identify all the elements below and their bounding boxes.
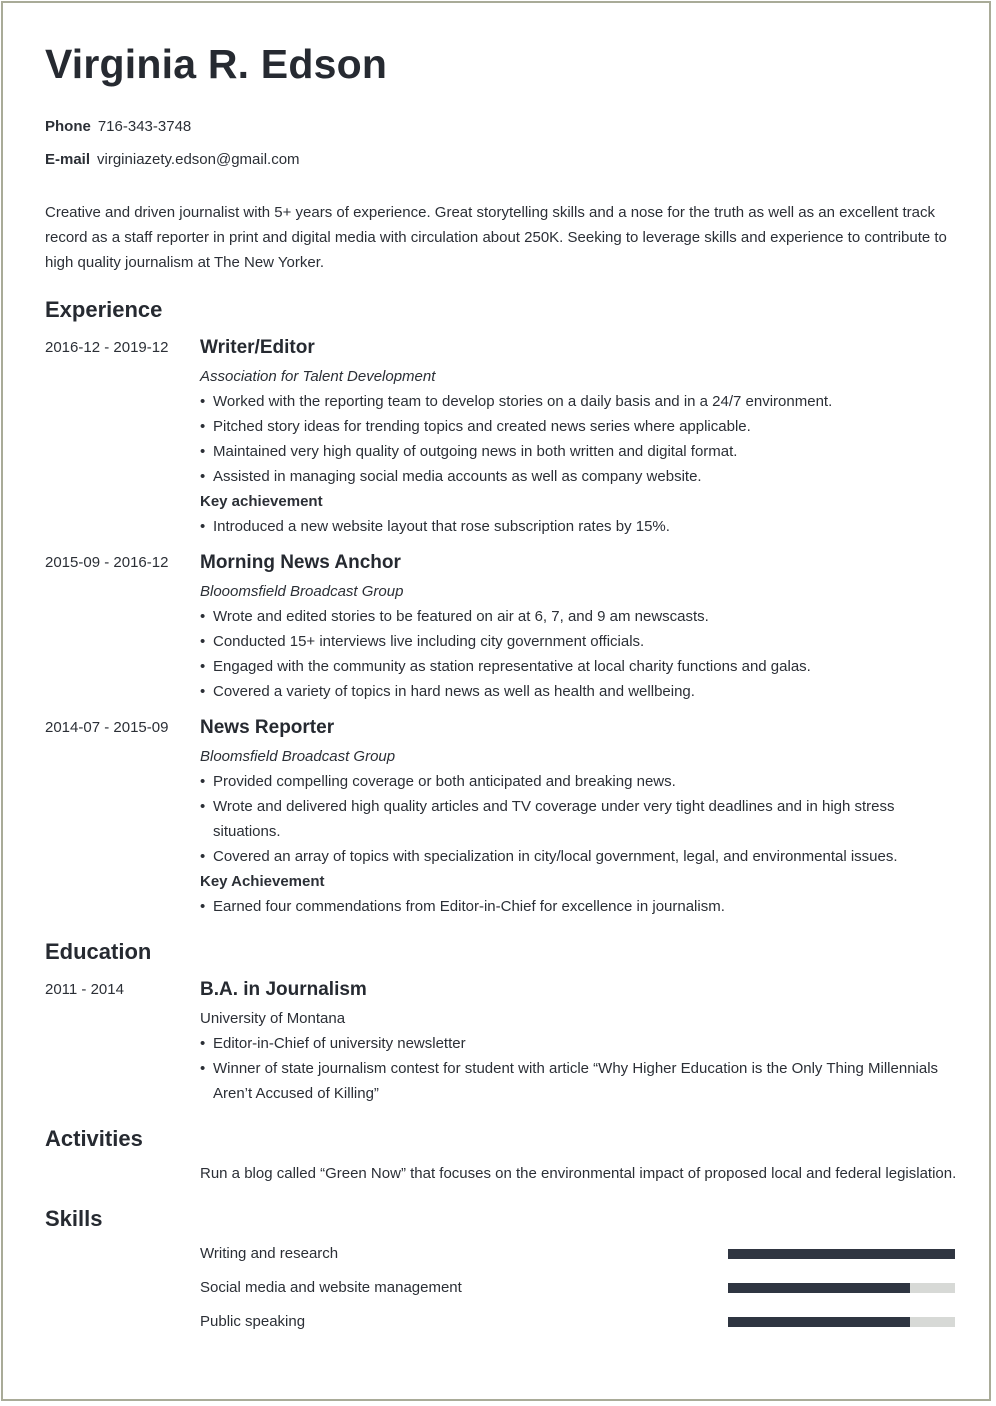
- candidate-name: Virginia R. Edson: [45, 41, 388, 87]
- job-duties-list: [200, 604, 957, 704]
- phone-label: Phone: [45, 118, 91, 135]
- achievement-list: [200, 894, 957, 919]
- job-body: [200, 715, 957, 919]
- job-duties-list: [200, 389, 957, 489]
- profile-summary: Creative and driven journalist with 5+ years of experience. Great storytelling skills and a nose for the truth as well as an excellent track record as a staff reporter in print and digital media with circulation about 250K. Seeking to leverage skills and experience to contribute to high quality journalism at The New Yorker.: [45, 204, 947, 271]
- list-item: • Covered an array of topics with specialization in city/local government, legal, and environmental issues.: [200, 844, 957, 869]
- list-item: • Wrote and delivered high quality articles and TV coverage under very tight deadlines and in high stress situations.: [200, 794, 957, 844]
- job-dates: 2016-12 - 2019-12: [45, 339, 169, 356]
- job-organization: Association for Talent Development: [200, 368, 436, 385]
- job-dates: 2014-07 - 2015-09: [45, 719, 169, 736]
- job-body: [200, 550, 957, 704]
- list-item: • Editor-in-Chief of university newsletter: [200, 1031, 957, 1056]
- skill-level-bar: [728, 1317, 955, 1327]
- skill-level-bar: [728, 1283, 955, 1293]
- resume-page: [1, 1, 991, 1401]
- list-item: • Assisted in managing social media accounts as well as company website.: [200, 464, 957, 489]
- key-achievement-label: Key Achievement: [200, 873, 325, 890]
- list-item: • Earned four commendations from Editor-in-Chief for excellence in journalism.: [200, 894, 957, 919]
- education-list: [200, 1031, 957, 1106]
- skill-name: Social media and website management: [200, 1279, 462, 1296]
- job-dates: 2015-09 - 2016-12: [45, 554, 169, 571]
- list-item: • Provided compelling coverage or both anticipated and breaking news.: [200, 769, 957, 794]
- list-item: • Winner of state journalism contest for student with article “Why Higher Education is the Only Thing Millennials Aren’t Accused of Killing”: [200, 1056, 957, 1106]
- skill-row: [200, 1275, 957, 1300]
- email-row: [45, 151, 300, 168]
- list-item: • Conducted 15+ interviews live including city government officials.: [200, 629, 957, 654]
- education-heading: Education: [45, 939, 152, 964]
- job-body: [200, 335, 957, 539]
- experience-heading: Experience: [45, 297, 163, 322]
- skill-level-fill: [728, 1317, 910, 1327]
- list-item: • Worked with the reporting team to develop stories on a daily basis and in a 24/7 environment.: [200, 389, 957, 414]
- skill-row: [200, 1309, 957, 1334]
- achievement-list: [200, 514, 957, 539]
- list-item: • Maintained very high quality of outgoing news in both written and digital format.: [200, 439, 957, 464]
- list-item: • Engaged with the community as station representative at local charity functions and galas.: [200, 654, 957, 679]
- job-title: News Reporter: [200, 717, 335, 738]
- job-organization: Bloomsfield Broadcast Group: [200, 748, 396, 765]
- activities-heading: Activities: [45, 1126, 143, 1151]
- job-title: Morning News Anchor: [200, 552, 401, 573]
- skill-level-bar: [728, 1249, 955, 1259]
- job-duties-list: [200, 769, 957, 869]
- job-title: Writer/Editor: [200, 337, 315, 358]
- education-dates: 2011 - 2014: [45, 981, 124, 998]
- activity-text: Run a blog called “Green Now” that focuses on the environmental impact of proposed local and federal legislation.: [200, 1165, 957, 1182]
- phone-value: 716-343-3748: [97, 118, 192, 135]
- skill-row: [200, 1241, 957, 1266]
- phone-row: [45, 118, 191, 135]
- skill-level-fill: [728, 1283, 910, 1293]
- list-item: • Covered a variety of topics in hard news as well as health and wellbeing.: [200, 679, 957, 704]
- email-value: virginiazety.edson@gmail.com: [97, 151, 300, 168]
- skill-level-fill: [728, 1249, 955, 1259]
- skill-name: Writing and research: [200, 1245, 339, 1262]
- list-item: • Wrote and edited stories to be featured on air at 6, 7, and 9 am newscasts.: [200, 604, 957, 629]
- education-body: [200, 977, 957, 1106]
- skills-heading: Skills: [45, 1206, 103, 1231]
- school-name: University of Montana: [200, 1010, 346, 1027]
- email-label: E-mail: [45, 151, 91, 168]
- list-item: • Pitched story ideas for trending topics and created news series where applicable.: [200, 414, 957, 439]
- key-achievement-label: Key achievement: [200, 493, 323, 510]
- degree-title: B.A. in Journalism: [200, 979, 367, 1000]
- skill-name: Public speaking: [200, 1313, 306, 1330]
- list-item: • Introduced a new website layout that rose subscription rates by 15%.: [200, 514, 957, 539]
- job-organization: Blooomsfield Broadcast Group: [200, 583, 404, 600]
